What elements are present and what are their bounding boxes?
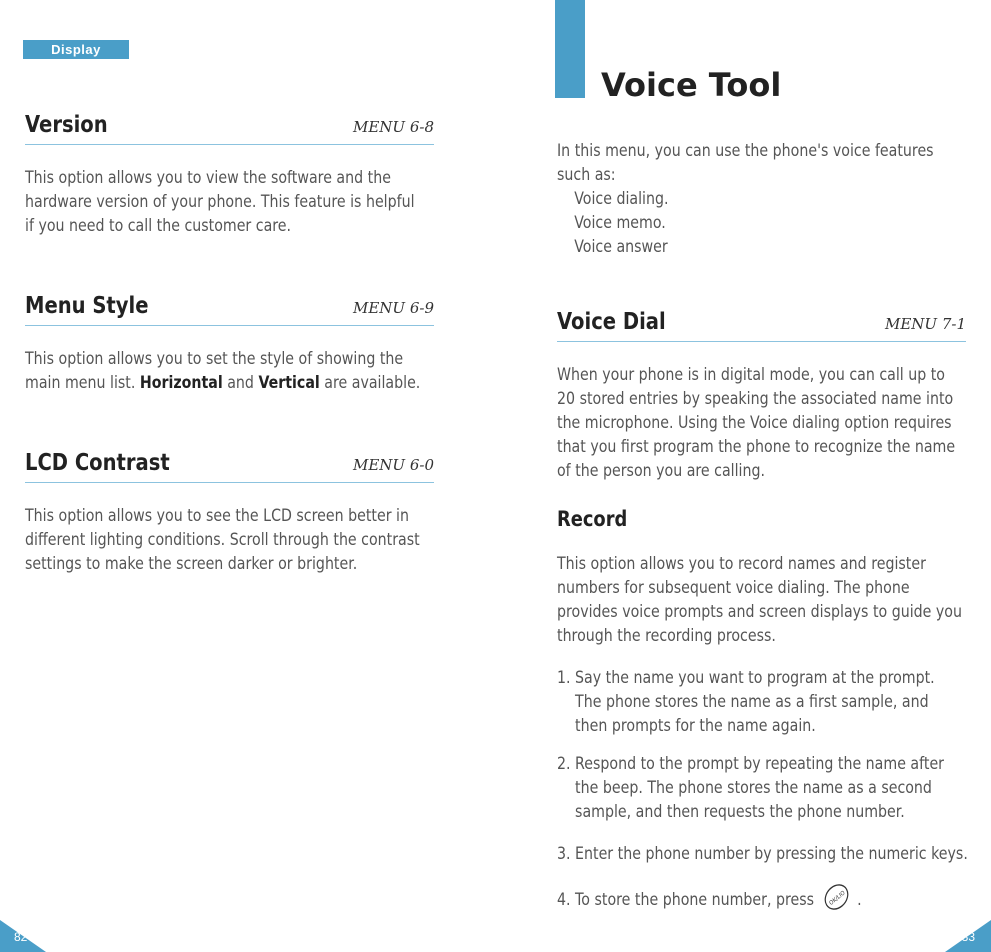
record-line: This option allows you to record names and register xyxy=(557,554,926,573)
version-body xyxy=(25,166,415,238)
version-menu-code: MENU 6-8 xyxy=(353,118,434,136)
record-step-2 xyxy=(557,752,944,824)
step-text: 4. To store the phone number, press xyxy=(557,890,815,909)
lcd-contrast-line: different lighting conditions. Scroll through the contrast xyxy=(25,530,420,549)
menu-style-body xyxy=(25,347,420,395)
intro-line: In this menu, you can use the phone's voice features xyxy=(557,141,934,160)
intro-list-item: Voice dialing. xyxy=(574,189,669,208)
version-line: This option allows you to view the software and the xyxy=(25,168,391,187)
record-title: Record xyxy=(557,507,628,531)
intro-list-item: Voice memo. xyxy=(574,213,666,232)
ok-key-label: OK/LIO xyxy=(828,890,847,908)
chapter-bar xyxy=(555,0,585,98)
step-line xyxy=(557,882,862,919)
menu-style-text: main menu list. xyxy=(25,373,140,392)
voice-dial-line: 20 stored entries by speaking the associated name into xyxy=(557,389,954,408)
version-header xyxy=(25,112,434,145)
lcd-contrast-line: This option allows you to see the LCD screen better in xyxy=(25,506,409,525)
step-line: The phone stores the name as a first sample, and xyxy=(575,692,929,711)
lcd-contrast-menu-code: MENU 6-0 xyxy=(353,456,434,474)
lcd-contrast-title: LCD Contrast xyxy=(25,450,170,476)
intro-text xyxy=(557,139,934,259)
voice-dial-title: Voice Dial xyxy=(557,309,666,335)
lcd-contrast-header xyxy=(25,450,434,483)
menu-style-title: Menu Style xyxy=(25,293,149,319)
record-body xyxy=(557,552,962,648)
step-line: then prompts for the name again. xyxy=(575,716,816,735)
step-line: 1. Say the name you want to program at the prompt. xyxy=(557,668,935,687)
intro-list-item: Voice answer xyxy=(574,237,668,256)
ok-key-icon xyxy=(821,882,852,919)
step-line: sample, and then requests the phone number. xyxy=(575,802,905,821)
menu-style-text: are available. xyxy=(319,373,421,392)
voice-dial-line: the microphone. Using the Voice dialing option requires xyxy=(557,413,952,432)
version-line: hardware version of your phone. This feature is helpful xyxy=(25,192,415,211)
record-line: through the recording process. xyxy=(557,626,776,645)
step-text: . xyxy=(857,890,862,909)
menu-style-line: This option allows you to set the style of showing the xyxy=(25,349,404,368)
record-line: numbers for subsequent voice dialing. The phone xyxy=(557,578,910,597)
left-page xyxy=(0,0,495,952)
voice-dial-menu-code: MENU 7-1 xyxy=(885,315,966,333)
record-step-3 xyxy=(557,842,968,866)
record-step-4 xyxy=(557,882,862,919)
menu-style-header xyxy=(25,293,434,326)
vertical-option: Vertical xyxy=(258,373,320,392)
step-line: 2. Respond to the prompt by repeating the name after xyxy=(557,754,945,773)
page-number: 83 xyxy=(961,930,975,944)
page-number: 82 xyxy=(14,930,28,944)
horizontal-option: Horizontal xyxy=(139,373,223,392)
record-line: provides voice prompts and screen displays to guide you xyxy=(557,602,962,621)
intro-line: such as: xyxy=(557,165,616,184)
menu-style-menu-code: MENU 6-9 xyxy=(353,299,434,317)
lcd-contrast-line: settings to make the screen darker or brighter. xyxy=(25,554,358,573)
section-tab: Display xyxy=(23,40,129,59)
step-line: 3. Enter the phone number by pressing the numeric keys. xyxy=(557,844,968,863)
version-line: if you need to call the customer care. xyxy=(25,216,292,235)
voice-dial-body xyxy=(557,363,955,483)
voice-dial-line: that you first program the phone to recognize the name xyxy=(557,437,956,456)
right-page xyxy=(495,0,991,952)
menu-style-line xyxy=(25,371,420,395)
record-step-1 xyxy=(557,666,935,738)
chapter-title: Voice Tool xyxy=(601,66,782,104)
lcd-contrast-body xyxy=(25,504,420,576)
menu-style-text: and xyxy=(222,373,259,392)
version-title: Version xyxy=(25,112,108,138)
voice-dial-line: of the person you are calling. xyxy=(557,461,766,480)
voice-dial-header xyxy=(557,309,966,342)
step-line: the beep. The phone stores the name as a second xyxy=(575,778,932,797)
voice-dial-line: When your phone is in digital mode, you can call up to xyxy=(557,365,945,384)
